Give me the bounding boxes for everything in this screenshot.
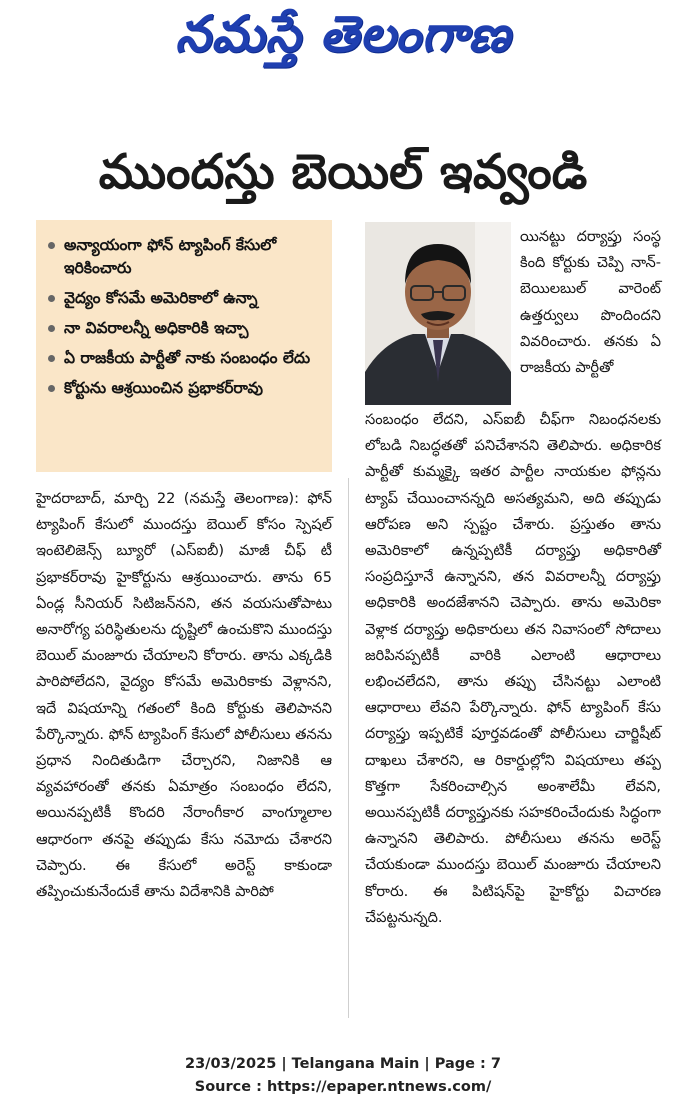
article-body-right: సంబంధం లేదని, ఎస్ఐబీ చీఫ్‌గా నిబంధనలకు లోబడి నిబద్ధతతో పనిచేశానని తెలిపారు. అధికారిక పార్టీతో కుమ్మక్కై ఇతర పార్టీల నాయకుల ఫోన్లను ట్యాప్ చేయించానన్నది అసత్యమని, అది తప్పుడు ఆరోపణ అని స్పష్టం చేశారు. ప్రస్తుతం తాను అమెరికాలో ఉన్నప్పటికీ దర్యాప్తు అధికారితో సంప్రదిస్తూనే ఉన్నానని, తన వివరాలన్నీ దర్యాప్తు అధికారికి అందజేశానని చెప్పారు. తాను అమెరికా వెళ్లాక దర్యాప్తు అధికారులు తన నివాసంలో సోదాలు జరిపినప్పటికీ వారికి ఎలాంటి ఆధారాలు లభించలేదని, తాను తప్పు చేసినట్టు ఎలాంటి ఆధారాలు లేవని పేర్కొన్నారు. ఫోన్ ట్యాపింగ్ కేసు దర్యాప్తు ఇప్పటికే పూర్తవడంతో పోలీసులు చార్జిషీట్ దాఖలు చేశారని, ఆ రికార్డుల్లోని విషయాలు తప్ప కొత్తగా సేకరించాల్సిన అంశాలేమీ లేవని, అయినప్పటికీ దర్యాప్తునకు సహకరించేందుకు సిద్ధంగా ఉన్నానని తెలిపారు. పోలీసులు తనను అరెస్ట్ చేయకుండా ముందస్తు బెయిల్ మంజూరు చేయాలని కోరారు. ఈ పిటిషన్‌పై హైకోర్టు విచారణ చేపట్టనున్నది. <box>365 411 661 926</box>
bullet-icon <box>48 325 55 332</box>
bullet-icon <box>48 355 55 362</box>
highlight-item <box>46 347 324 370</box>
newspaper-masthead <box>0 0 686 80</box>
portrait-illustration <box>365 222 511 405</box>
highlight-item <box>46 317 324 340</box>
portrait-photo <box>365 222 511 405</box>
highlight-text: వైద్యం కోసమే అమెరికాలో ఉన్నా <box>64 289 258 307</box>
bullet-icon <box>48 295 55 302</box>
masthead-title: నమస్తే తెలంగాణ <box>175 4 511 63</box>
highlight-text: కోర్టును ఆశ్రయించిన ప్రభాకర్‌రావు <box>64 379 263 397</box>
highlight-text: అన్యాయంగా ఫోన్ ట్యాపింగ్ కేసులో ఇరికించారు <box>64 236 277 277</box>
highlight-text: ఏ రాజకీయ పార్టీతో నాకు సంబంధం లేదు <box>64 349 311 367</box>
highlight-item <box>46 234 324 280</box>
footer-date-page: 23/03/2025 | Telangana Main | Page : 7 <box>184 1056 501 1072</box>
highlight-item <box>46 287 324 310</box>
highlight-text: నా వివరాలన్నీ అధికారికి ఇచ్చా <box>64 319 249 337</box>
column-divider <box>348 478 349 1018</box>
article-body-right-top: యినట్టు దర్యాప్తు సంస్థ కింది కోర్టుకు చెప్పి నాన్-బెయిలబుల్ వారెంట్ ఉత్తర్వులు పొందిందని వివరించారు. తనకు ఏ రాజకీయ పార్టీతో <box>520 228 661 377</box>
highlight-item <box>46 377 324 400</box>
highlights-box <box>36 220 332 472</box>
article-body-left: హైదరాబాద్, మార్చి 22 (నమస్తే తెలంగాణ): ఫోన్ ట్యాపింగ్ కేసులో ముందస్తు బెయిల్ కోసం స్పెషల్ ఇంటెలిజెన్స్ బ్యూరో (ఎస్ఐబీ) మాజీ చీఫ్ టీ ప్రభాకర్‌రావు హైకోర్టును ఆశ్రయించారు. తాను 65 ఏండ్ల సీనియర్ సిటిజన్‌నని, తన వయసుతోపాటు అనారోగ్య పరిస్థితులను దృష్టిలో ఉంచుకొని ముందస్తు బెయిల్ మంజూరు చేయాలని కోరారు. తాను ఎక్కడికి పారిపోలేదని, వైద్యం కోసమే అమెరికాకు వెళ్లానని, ఇదే విషయాన్ని గతంలో కింది కోర్టుకు తెలిపానని పేర్కొన్నారు. ఫోన్ ట్యాపింగ్ కేసులో పోలీసులు తనను ప్రధాన నిందితుడిగా చేర్చారని, నిజానికి ఆ వ్యవహారంతో తనకు ఏమాత్రం సంబంధం లేదని, అయినప్పటికీ కొందరి నేరాంగీకార వాంగ్మూలాల ఆధారంగా తనపై తప్పుడు కేసు నమోదు చేశారని చెప్పారు. ఈ కేసులో అరెస్ట్ కాకుండా తప్పించుకునేందుకే తాను విదేశానికి పారిపో <box>36 490 332 901</box>
article-headline: ముందస్తు బెయిల్ ఇవ్వండి <box>98 144 588 200</box>
bullet-icon <box>48 242 55 249</box>
bullet-icon <box>48 385 55 392</box>
footer-source[interactable]: Source : https://epaper.ntnews.com/ <box>194 1079 492 1095</box>
